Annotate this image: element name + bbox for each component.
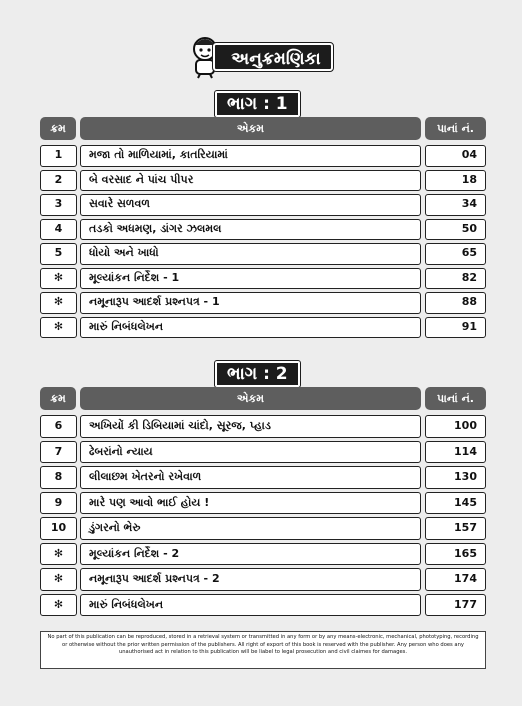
row-title: નમૂનારૂપ આદર્શ પ્રશ્નપત્ર - 1 <box>80 292 421 314</box>
row-page: 174 <box>425 568 486 591</box>
index-banner <box>183 33 335 79</box>
row-page: 177 <box>425 594 486 617</box>
row-title: ધોયો અને ખાધો <box>80 243 421 265</box>
row-number: 9 <box>40 492 77 515</box>
row-number: 6 <box>40 415 77 438</box>
part-2-label: ભાગ : 2 <box>215 361 300 387</box>
part-1-label: ભાગ : 1 <box>215 91 300 117</box>
row-page: 165 <box>425 543 486 566</box>
index-title: અનુક્રમણિકા <box>213 43 333 71</box>
row-number: 2 <box>40 170 77 192</box>
header-unit: એકમ <box>80 117 421 140</box>
row-title: મૂલ્યાંકન નિર્દેશ - 2 <box>80 543 421 566</box>
row-title: નમૂનારૂપ આદર્શ પ્રશ્નપત્ર - 2 <box>80 568 421 591</box>
row-title: ડુંગરનો ભેરુ <box>80 517 421 540</box>
row-page: 34 <box>425 194 486 216</box>
row-number: 7 <box>40 441 77 464</box>
header-page: પાનાં નં. <box>425 117 486 140</box>
row-title: મજા તો માળિયામાં, કાતરિયામાં <box>80 145 421 167</box>
row-page: 130 <box>425 466 486 489</box>
row-title: મારું નિબંધલેખન <box>80 317 421 339</box>
row-title: લીલાછમ ખેતરનો રખેવાળ <box>80 466 421 489</box>
row-title: મારે પણ આવો ભાઈ હોય ! <box>80 492 421 515</box>
row-title: બે વરસાદ ને પાંચ પીપર <box>80 170 421 192</box>
row-page: 82 <box>425 268 486 290</box>
header-number-2: ક્રમ <box>40 387 76 410</box>
row-number: ✻ <box>40 594 77 617</box>
row-page: 88 <box>425 292 486 314</box>
row-title: તડકો અધમણ, ડાંગર ઝલમલ <box>80 219 421 241</box>
row-title: મૂલ્યાંકન નિર્દેશ - 1 <box>80 268 421 290</box>
row-page: 100 <box>425 415 486 438</box>
row-number: 10 <box>40 517 77 540</box>
row-number: ✻ <box>40 292 77 314</box>
row-number: 1 <box>40 145 77 167</box>
row-page: 50 <box>425 219 486 241</box>
row-number: 5 <box>40 243 77 265</box>
row-page: 91 <box>425 317 486 339</box>
row-number: ✻ <box>40 568 77 591</box>
row-title: મારું નિબંધલેખન <box>80 594 421 617</box>
row-page: 04 <box>425 145 486 167</box>
row-number: 3 <box>40 194 77 216</box>
row-number: ✻ <box>40 543 77 566</box>
row-number: ✻ <box>40 317 77 339</box>
row-number: 4 <box>40 219 77 241</box>
header-number: ક્રમ <box>40 117 76 140</box>
row-number: ✻ <box>40 268 77 290</box>
row-page: 145 <box>425 492 486 515</box>
header-unit-2: એકમ <box>80 387 421 410</box>
row-title: ઢેબરાંનો ન્યાય <box>80 441 421 464</box>
row-number: 8 <box>40 466 77 489</box>
row-title: સવારે સળવળ <box>80 194 421 216</box>
row-title: અખિયોં કી ડિબિયામાં ચાંદો, સૂરજ, પ્હાડ <box>80 415 421 438</box>
copyright-disclaimer: No part of this publication can be reproduced, stored in a retrieval system or transmitted in any form or by any means-electronic, mechanical, phototyping, recording or otherwise without the prior written permission of the publishers. All right of export of this book is reserved with the publisher. Any person who does any unauthorised act in relation to this publication will be liabel to legal prosecution and civil claimes for damages. <box>40 631 486 669</box>
row-page: 157 <box>425 517 486 540</box>
row-page: 114 <box>425 441 486 464</box>
header-page-2: પાનાં નં. <box>425 387 486 410</box>
row-page: 18 <box>425 170 486 192</box>
row-page: 65 <box>425 243 486 265</box>
